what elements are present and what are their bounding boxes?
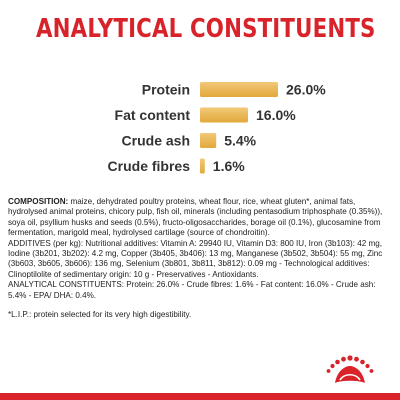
category-label: Protein xyxy=(141,81,190,98)
composition-text: maize, dehydrated poultry proteins, wheat flour, rice, wheat gluten*, animal fats, hydrolysed animal proteins, chicory pulp, fish oil, minerals (including pentasodium triphosphate (0.35%)), soya oil, psyllium husks and seeds (0.5%), fructo-oligosaccharides, borage oil (0.1%), glucosamine from fermentation, marigold meal, hydrolysed cartilage (source of chondroitin). xyxy=(8,197,383,238)
value-label: 1.6% xyxy=(212,158,245,174)
additives-paragraph: ADDITIVES (per kg): Nutritional additives: Vitamin A: 29940 IU, Vitamin D3: 800 IU, Iron (3b103): 42 mg, Iodine (3b201, 3b202): 4.2 mg, Copper (3b405, 3b406): 13 mg, Manganese (3b502, 3b504): 55 mg, Zinc (3b603, 3b605, 3b606): 136 mg, Selenium (3b801, 3b811, 3b812): 0.09 mg - Technological additives: Clinoptilolite of sedimentary origin: 10 g - Preservatives - Antioxidants. xyxy=(8,238,383,279)
bar xyxy=(200,159,205,174)
bottom-red-band xyxy=(0,393,400,400)
category-label: Fat content xyxy=(114,107,190,123)
royal-canin-crown-logo xyxy=(323,353,377,387)
analytical-constituents-chart xyxy=(0,70,400,188)
category-label: Crude ash xyxy=(121,132,190,149)
bar xyxy=(200,82,278,97)
composition-paragraph xyxy=(8,197,388,239)
bar xyxy=(200,108,248,123)
value-label: 5.4% xyxy=(224,132,257,149)
composition-block xyxy=(8,197,388,320)
category-label: Crude fibres xyxy=(107,158,190,174)
bar xyxy=(200,133,216,148)
value-label: 26.0% xyxy=(286,81,326,98)
composition-heading: COMPOSITION: xyxy=(8,197,69,206)
analytical-paragraph: ANALYTICAL CONSTITUENTS: Protein: 26.0% - Crude fibres: 1.6% - Fat content: 16.0% - Crude ash: 5.4% - EPA/ DHA: 0.4%. xyxy=(8,280,376,300)
page-title: ANALYTICAL CONSTITUENTS xyxy=(36,14,376,44)
footnote: *L.I.P.: protein selected for its very high digestibility. xyxy=(8,310,192,320)
value-label: 16.0% xyxy=(256,107,296,123)
